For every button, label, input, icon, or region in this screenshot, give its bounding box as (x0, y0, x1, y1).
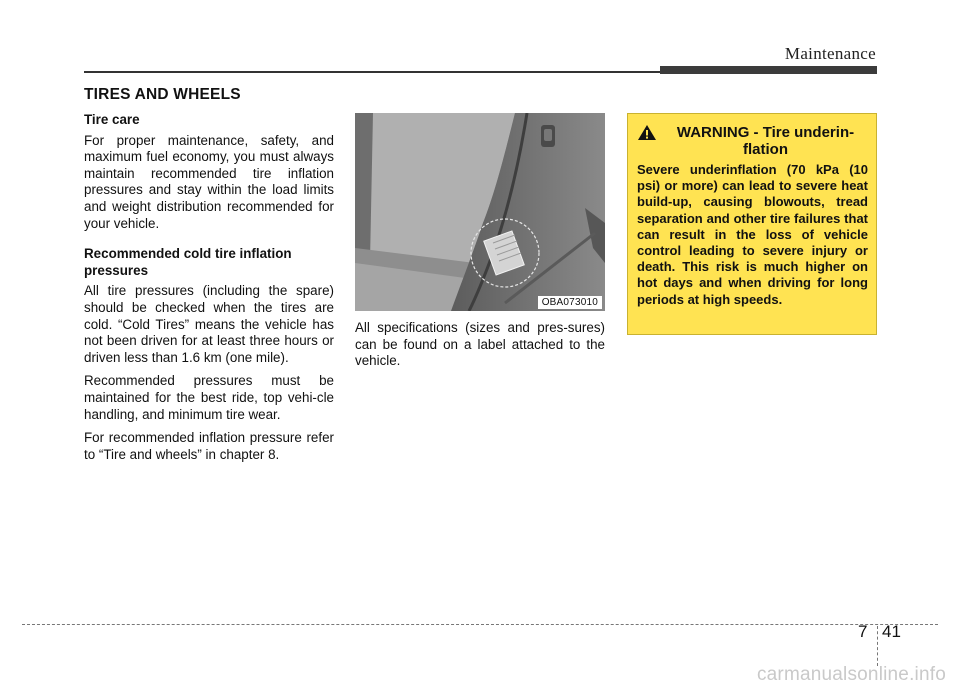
door-pillar-illustration (355, 113, 605, 311)
paragraph: For recommended inflation pressure refer to “Tire and wheels” in chapter 8. (84, 430, 334, 462)
text-column-left (84, 112, 334, 470)
section-title: TIRES AND WHEELS (84, 86, 241, 103)
warning-header (637, 124, 868, 158)
warning-title: WARNING - Tire underin-flation (676, 124, 855, 158)
paragraph: For proper maintenance, safety, and maximum fuel economy, you must always maintain recommended tire inflation pressures and stay within the load limits and weight distribution recommended for your vehicle. (84, 132, 334, 231)
subheading-tire-care: Tire care (84, 112, 140, 127)
chapter-number: 7 (858, 622, 868, 641)
paragraph: All tire pressures (including the spare) should be checked when the tires are cold. “Cold Tires” means the vehicle has not been driven for at least three hours or driven less than 1.6 km (one mile). (84, 283, 334, 365)
footer-rule (22, 624, 938, 625)
page-number: 41 (882, 622, 901, 641)
warning-box (627, 113, 877, 335)
warning-triangle-icon (637, 124, 657, 141)
header-rule (84, 71, 660, 73)
paragraph: Recommended pressures must be maintained for the best ride, top vehi-cle handling, and minimum tire wear. (84, 373, 334, 422)
warning-body: Severe underinflation (70 kPa (10 psi) or more) can lead to severe heat build-up, causing blowouts, tread separation and other tire failures that can result in the loss of vehicle control leading to severe injury or death. This risk is much higher on hot days and when driving for long periods at high speeds. (637, 162, 868, 307)
subheading-cold-pressures: Recommended cold tire inflation pressures (84, 246, 292, 278)
watermark: carmanualsonline.info (756, 664, 946, 685)
paragraph: All specifications (sizes and pres-sures) can be found on a label attached to the vehicle. (355, 320, 605, 369)
footer-divider (877, 626, 878, 666)
text-column-middle (355, 320, 605, 370)
header-rule-accent (660, 66, 877, 74)
door-pillar-label-photo (355, 113, 605, 311)
running-header: Maintenance (784, 44, 876, 63)
figure-code: OBA073010 (538, 296, 602, 309)
